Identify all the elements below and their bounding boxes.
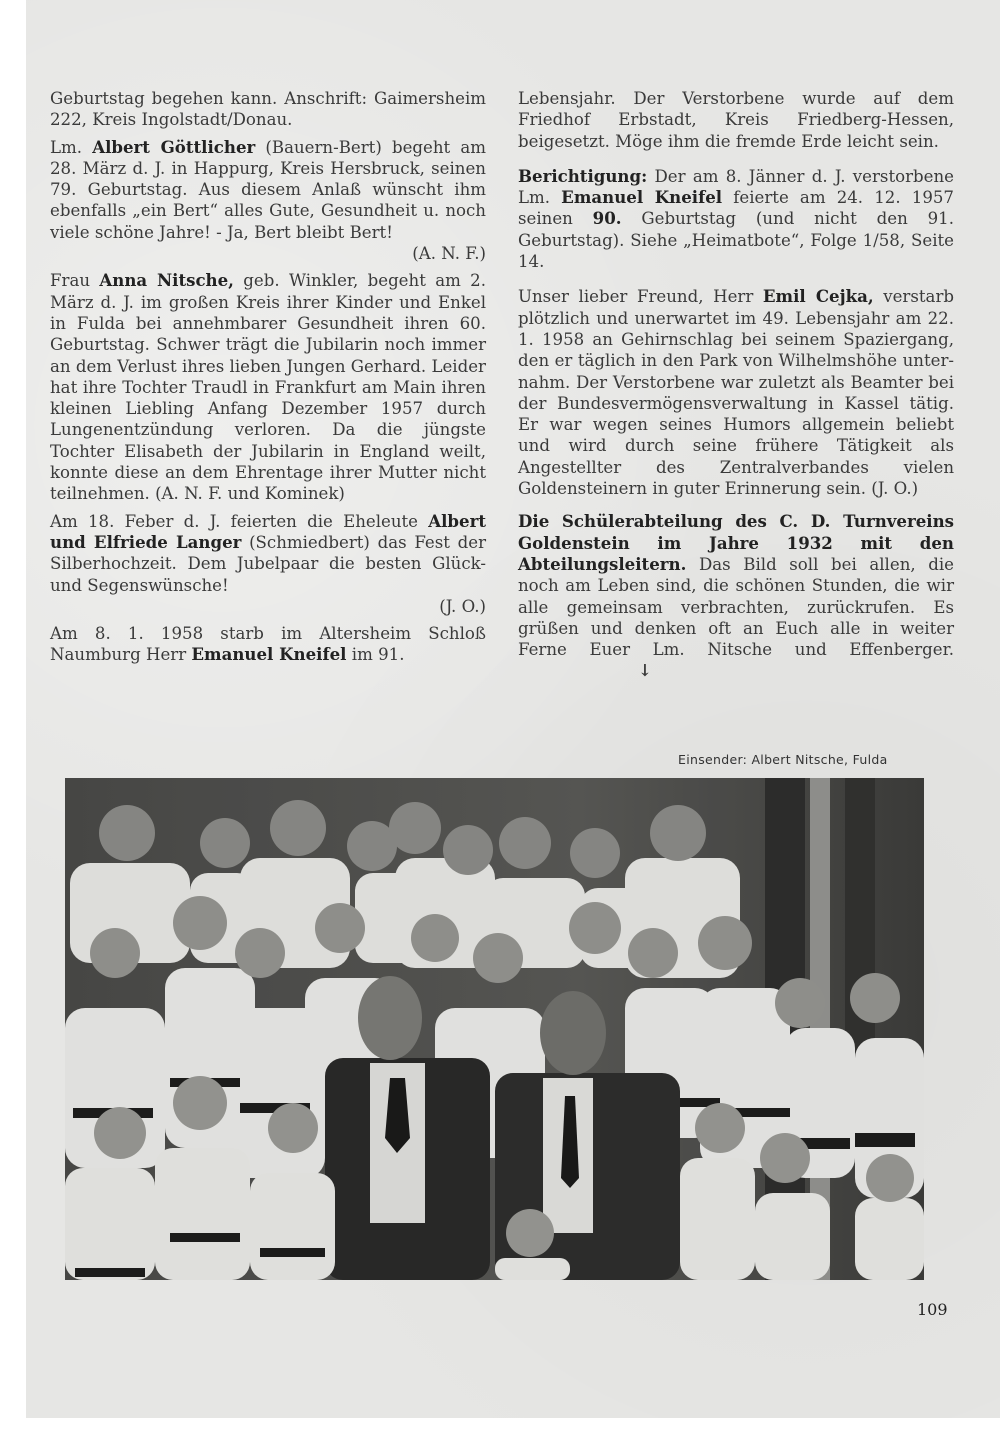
caption-heading: Die Schülerabteilung des C. D. Turnvereins Goldenstein im Jahre 1932 mit den Abteilungsleitern. [518,511,954,574]
author-signature: (J. O.) [439,596,486,616]
article-address [50,88,486,131]
group-photo-illustration [65,778,924,1280]
arrow-down-icon: ↓ [638,660,652,681]
correction-label: Berichtigung: [518,165,648,186]
age-value: 90. [592,208,622,229]
person-name: Albert Göttlicher [92,136,256,157]
group-photo [65,778,924,1280]
paragraph-text: (Schmiedbert) das Fest der Silberhochzeit. Dem Jubelpaar die besten Glück- und Segenswünsche! [50,532,486,595]
article-kneifel [50,623,486,666]
paragraph-text: Lebensjahr. Der Verstorbene wurde auf dem Friedhof Erbstadt, Kreis Friedberg-Hessen, beigesetzt. Möge ihm die fremde Erde leicht sein. [518,89,954,151]
right-column [518,88,954,688]
paragraph-text: Das Bild soll bei allen, die noch am Leben sind, die schönen Stunden, die wir alle gemeinsam verbrachten, zurückrufen. Es grüßen und denken oft an Euch alle in weiter Ferne Euer Lm. Nitsche und Effenberger. [518,554,954,660]
page-number: 109 [917,1300,948,1319]
person-name: Emanuel Kneifel [191,644,347,665]
photo-sender-credit: Einsender: Albert Nitsche, Fulda [678,752,888,767]
paragraph-text: Am 18. Feber d. J. feierten die Eheleute [50,511,429,531]
paragraph-text: Frau [50,271,100,291]
paragraph-text: Der am 8. Jänner d. J. verstorbene Lm. [518,166,954,208]
article-photo-caption [518,511,954,681]
paragraph-text: Am 8. 1. 1958 starb im Altersheim Schloß Naumburg Herr [50,624,486,665]
person-name: Albert und Elfriede Langer [50,510,486,552]
paragraph-text: Geburtstag begehen kann. Anschrift: Gaimersheim 222, Kreis Ingolstadt/Donau. [50,89,486,130]
person-name: Emil Cejka, [762,286,874,307]
paragraph-text: geb. Winkler, begeht am 2. März d. J. im großen Kreis ihrer Kinder und Enkel in Fulda bei annehmbarer Gesundheit ihren 60. Geburtstag. Schwer trägt die Jubilarin noch immer an dem Verlust ihres lieben Jungen Gerhard. Leider hat ihre Tochter Traudl in Frankfurt am Main ihren kleinen Liebling Anfang Dezember 1957 durch Lungenentzündung verloren. Da die jüngste Tochter Elisabeth der Jubilarin in England weilt, konnte diese an dem Ehrentage ihrer Mutter nicht teilnehmen. (A. N. F. und Kominek) [50,271,486,504]
paragraph-text: im 91. [346,645,405,665]
article-goettlicher [50,137,486,265]
article-cejka [518,286,954,499]
paragraph-text: verstarb plötzlich und unerwartet im 49. Lebensjahr am 22. 1. 1958 an Gehirnschlag bei seinem Spaziergang, den er täglich in den Park von Wilhelmshöhe unternahm. Der Verstorbene war zuletzt als Beamter bei der Bundesvermögensverwaltung in Kassel tätig. Er war wegen seines Humors allgemein beliebt und wird durch seine frühere Tätigkeit als Angestellter des Zentralverbandes vielen Goldensteinern in guter Erinnerung sein. (J. O.) [518,287,954,499]
left-column [50,88,486,672]
paragraph-text: Geburtstag (und nicht den 91. Geburtstag). Siehe „Heimatbote“, Folge 1/58, Seite 14. [518,209,954,272]
paragraph-text: Unser lieber Freund, Herr [518,287,763,307]
article-correction [518,166,954,272]
article-burial [518,88,954,152]
paragraph-text: (Bauern-Bert) begeht am 28. März d. J. in Happurg, Kreis Hersbruck, seinen 79. Geburtstag. Aus diesem Anlaß wünscht ihm ebenfalls „ein Bert“ alles Gute, Gesundheit u. noch viele schöne Jahre! - Ja, Bert bleibt Bert! [50,137,487,242]
article-langer [50,511,486,617]
article-nitsche [50,270,486,504]
paragraph-text: feierte am 24. 12. 1957 seinen [518,188,954,229]
paragraph-text: Lm. [50,137,93,157]
person-name: Anna Nitsche, [99,270,234,291]
person-name: Emanuel Kneifel [561,187,723,208]
author-signature: (A. N. F.) [412,244,486,264]
